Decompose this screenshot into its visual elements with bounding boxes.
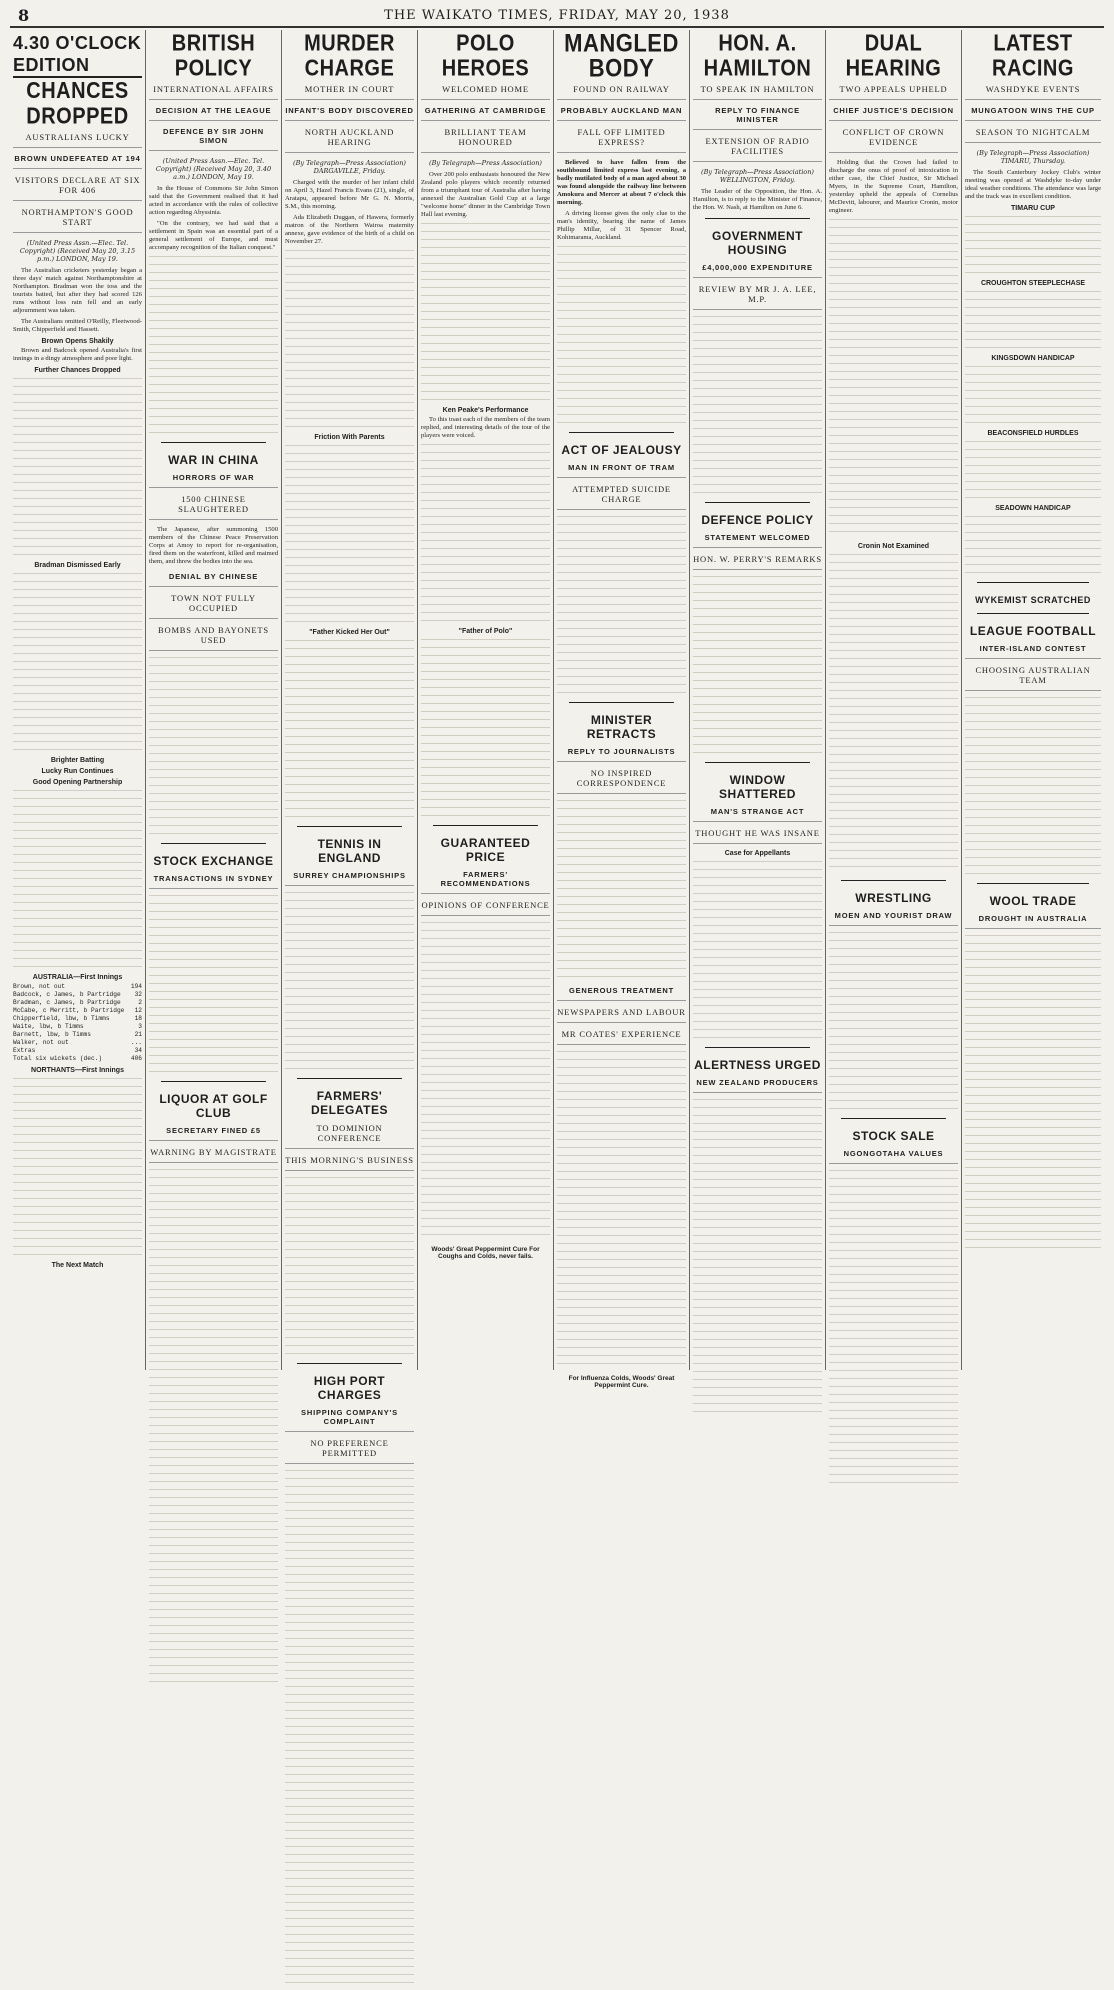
deck: WASHDYKE EVENTS <box>965 84 1101 100</box>
deck: NORTHAMPTON'S GOOD START <box>13 207 142 233</box>
deck: INTER-ISLAND CONTEST <box>965 644 1101 659</box>
deck: PROBABLY AUCKLAND MAN <box>557 106 686 121</box>
story-headline: WRESTLING <box>855 891 932 905</box>
paragraph: "On the contrary, we had said that a settlement in Spain was an essential part of a general settlement of Europe, and must accompany recognition of the Italian conquest." <box>149 220 278 251</box>
deck: HORRORS OF WAR <box>149 473 278 488</box>
text-block <box>285 1177 414 1357</box>
score-row: Walker, not out ... <box>13 1039 142 1046</box>
deck: SURREY CHAMPIONSHIPS <box>285 871 414 886</box>
score-row: Waite, lbw, b Timms 3 <box>13 1023 142 1030</box>
deck: NORTH AUCKLAND HEARING <box>285 127 414 153</box>
subhead: Case for Appellants <box>724 850 791 857</box>
headline: LATEST RACING <box>992 30 1074 82</box>
deck: AUSTRALIANS LUCKY <box>13 132 142 148</box>
subhead: Good Opening Partnership <box>32 779 123 786</box>
deck: DROUGHT IN AUSTRALIA <box>965 914 1101 929</box>
story-headline: ACT OF JEALOUSY <box>561 443 682 457</box>
text-block <box>693 1099 822 1419</box>
deck: MR COATES' EXPERIENCE <box>557 1029 686 1045</box>
headline: MURDER CHARGE <box>304 30 395 82</box>
deck: REVIEW BY MR J. A. LEE, M.P. <box>693 284 822 310</box>
deck: EXTENSION OF RADIO FACILITIES <box>693 136 822 162</box>
score-row: Brown, not out 194 <box>13 983 142 990</box>
deck: MAN'S STRANGE ACT <box>693 807 822 822</box>
story-headline: WOOL TRADE <box>989 894 1077 908</box>
deck: MOTHER IN COURT <box>285 84 414 100</box>
subhead: Brown Opens Shakily <box>41 338 114 345</box>
text-block <box>829 932 958 1112</box>
story-headline: ALERTNESS URGED <box>694 1058 821 1072</box>
score-title: AUSTRALIA—First Innings <box>32 974 123 981</box>
columns <box>10 28 1104 1458</box>
subhead: Friction With Parents <box>314 434 385 441</box>
paragraph: A driving license gives the only clue to the man's identity, bearing the name of James Phillip Millar, of 31 Spencer Road, Kohimarama, Auckland. <box>557 210 686 241</box>
paragraph: To this toast each of the members of the team replied, and interesting details of the tour of the players were voiced. <box>421 416 550 439</box>
divider <box>433 825 538 826</box>
paragraph: Ada Elizabeth Duggan, of Hawera, formerly matron of the Northern Wairoa maternity annexe, gave evidence of the birth of a child on November 27. <box>285 214 414 245</box>
text-block <box>13 1078 142 1258</box>
deck: SECRETARY FINED £5 <box>149 1126 278 1141</box>
subhead: Further Chances Dropped <box>34 367 121 374</box>
deck: MAN IN FRONT OF TRAM <box>557 463 686 478</box>
story-headline: GOVERNMENT HOUSING <box>711 229 803 257</box>
byline: (United Press Assn.—Elec. Tel. Copyright) (Received May 20, 3.15 p.m.) LONDON, May 19. <box>19 239 136 263</box>
deck: SHIPPING COMPANY'S COMPLAINT <box>285 1408 414 1432</box>
story-headline: WYKEMIST SCRATCHED <box>975 595 1091 605</box>
text-block <box>421 639 550 819</box>
text-block <box>965 291 1101 351</box>
paragraph: Over 200 polo enthusiasts honoured the New Zealand polo players which recently returned from a triumphant tour of Australia after having annexed the Australian Gold Cup at a large "welcome home" dinner in the Cambridge Town Hall last evening. <box>421 171 550 218</box>
text-block <box>285 250 414 430</box>
score-row: McCabe, c Merritt, b Partridge 12 <box>13 1007 142 1014</box>
text-block <box>693 576 822 756</box>
byline: (By Telegraph—Press Association) TIMARU, Thursday. <box>976 149 1090 165</box>
paragraph: The Australian cricketers yesterday began a three days' match against Northamptonshire at Northampton. Bradman won the toss and the tourists batted, but after they had scored 126 runs without loss rain fell and an early adjournment was taken. <box>13 267 142 314</box>
story-headline: WINDOW SHATTERED <box>719 773 796 801</box>
story-headline: WAR IN CHINA <box>168 453 259 467</box>
deck: NEWSPAPERS AND LABOUR <box>557 1007 686 1023</box>
column-polo-heroes <box>418 30 554 1370</box>
subhead: Brighter Batting <box>50 757 105 764</box>
divider <box>161 1081 266 1082</box>
story-headline: FARMERS' DELEGATES <box>311 1089 388 1117</box>
deck: £4,000,000 EXPENDITURE <box>693 263 822 278</box>
advertisement: Woods' Great Peppermint Cure For Coughs and Colds, never fails. <box>431 1246 540 1260</box>
deck: VISITORS DECLARE AT SIX FOR 406 <box>13 175 142 201</box>
divider <box>161 442 266 443</box>
text-block <box>13 790 142 970</box>
deck: FARMERS' RECOMMENDATIONS <box>421 870 550 894</box>
text-block <box>693 861 822 1041</box>
deck: DECISION AT THE LEAGUE <box>149 106 278 121</box>
paragraph: Brown and Badcock opened Australia's first innings in a dingy atmosphere and poor light. <box>13 347 142 362</box>
paragraph: Holding that the Crown had failed to discharge the onus of proof of intoxication in either case, the Chief Justice, Sir Michael Myers, in the Supreme Court, Hamilton, yesterday upheld the appeals of Cornelius McDevitt, labourer, and Maurice Cronin, motor engineer. <box>829 159 958 214</box>
paragraph: Charged with the murder of her infant child on April 3, Hazel Francis Evans (21), single, of Aratapu, appeared before Mr G. N. Morris, S.M., this morning. <box>285 179 414 210</box>
deck: FOUND ON RAILWAY <box>557 84 686 100</box>
deck: DEFENCE BY SIR JOHN SIMON <box>149 127 278 151</box>
deck: BROWN UNDEFEATED AT 194 <box>13 154 142 169</box>
deck: CHOOSING AUSTRALIAN TEAM <box>965 665 1101 691</box>
text-block <box>149 1169 278 1689</box>
text-block <box>965 216 1101 276</box>
divider <box>977 613 1089 614</box>
deck: TWO APPEALS UPHELD <box>829 84 958 100</box>
deck: CHIEF JUSTICE'S DECISION <box>829 106 958 121</box>
text-block <box>557 246 686 426</box>
story-headline: MINISTER RETRACTS <box>586 713 657 741</box>
story-headline: HIGH PORT CHARGES <box>313 1374 386 1402</box>
deck: NO INSPIRED CORRESPONDENCE <box>557 768 686 794</box>
deck: REPLY TO FINANCE MINISTER <box>693 106 822 130</box>
scorecard <box>13 983 142 1063</box>
text-block <box>285 445 414 625</box>
deck: REPLY TO JOURNALISTS <box>557 747 686 762</box>
story-headline: LEAGUE FOOTBALL <box>969 624 1097 638</box>
subhead: Lucky Run Continues <box>41 768 114 775</box>
byline: (United Press Assn.—Elec. Tel. Copyright) (Received May 20, 3.40 a.m.) LONDON, May 19. <box>155 157 272 181</box>
story-headline: TENNIS IN ENGLAND <box>317 837 382 865</box>
byline: (By Telegraph—Press Association) DARGAVILLE, Friday. <box>293 159 406 175</box>
subhead: Cronin Not Examined <box>857 543 930 550</box>
divider <box>705 502 810 503</box>
subhead: TIMARU CUP <box>1011 205 1055 212</box>
deck: BRILLIANT TEAM HONOURED <box>421 127 550 153</box>
text-block <box>421 922 550 1242</box>
subhead: Ken Peake's Performance <box>442 407 529 414</box>
divider <box>841 880 946 881</box>
text-block <box>965 366 1101 426</box>
advertisement: For Influenza Colds, Woods' Great Peppermint Cure. <box>568 1375 675 1389</box>
paragraph: The Australians omitted O'Reilly, Fleetwood-Smith, Chipperfield and Hassett. <box>13 318 142 333</box>
deck: INFANT'S BODY DISCOVERED <box>285 106 414 121</box>
score-row: Extras 34 <box>13 1047 142 1054</box>
text-block <box>421 223 550 403</box>
headline: POLO HEROES <box>441 30 530 82</box>
story-headline: GUARANTEED PRICE <box>440 836 531 864</box>
divider <box>297 826 402 827</box>
score-total: Total six wickets (dec.) 406 <box>13 1055 142 1062</box>
deck: WELCOMED HOME <box>421 84 550 100</box>
column-mangled-body <box>554 28 690 1389</box>
text-block <box>965 697 1101 877</box>
subhead: Bradman Dismissed Early <box>34 562 121 569</box>
deck: THIS MORNING'S BUSINESS <box>285 1155 414 1171</box>
text-block <box>965 516 1101 576</box>
divider <box>569 702 674 703</box>
byline: (By Telegraph—Press Association) WELLINGTON, Friday. <box>701 168 814 184</box>
subhead: "Father Kicked Her Out" <box>309 629 390 636</box>
paragraph: The South Canterbury Jockey Club's winter meeting was opened at Washdyke to-day under ideal weather conditions. The attendance was large and the track was in excellent condition. <box>965 169 1101 200</box>
headline: CHANCES DROPPED <box>26 78 129 130</box>
headline: DUAL HEARING <box>845 30 942 82</box>
column-cricket <box>10 30 146 1370</box>
score-row: Badcock, c James, b Partridge 32 <box>13 991 142 998</box>
deck: WARNING BY MAGISTRATE <box>149 1147 278 1163</box>
deck: NEW ZEALAND PRODUCERS <box>693 1078 822 1093</box>
paragraph: Believed to have fallen from the southbound limited express last evening, a badly mutilated body of a man aged about 30 was found alongside the railway line between Amokura and Mercer at about 7 o'clock this morning. <box>557 159 686 206</box>
subhead: SEADOWN HANDICAP <box>995 505 1071 512</box>
page-number: 8 <box>18 6 30 25</box>
headline: MANGLED BODY <box>564 28 679 83</box>
text-block <box>557 1051 686 1371</box>
headline: HON. A. HAMILTON <box>703 30 812 82</box>
text-block <box>149 256 278 436</box>
deck: SEASON TO NIGHTCALM <box>965 127 1101 143</box>
paragraph: The Leader of the Opposition, the Hon. A. Hamilton, is to reply to the Minister of Finance, the Hon. W. Nash, at Hamilton on June 6. <box>693 188 822 211</box>
paragraph: In the House of Commons Sir John Simon said that the Government realised that it had acted in accordance with the rules of collective action regarding Abyssinia. <box>149 185 278 216</box>
deck: HON. W. PERRY'S REMARKS <box>693 554 822 570</box>
deck: MUNGATOON WINS THE CUP <box>965 106 1101 121</box>
text-block <box>285 892 414 1072</box>
score-row: Chipperfield, lbw, b Timms 18 <box>13 1015 142 1022</box>
masthead-title: THE WAIKATO TIMES, FRIDAY, MAY 20, 1938 <box>384 8 730 23</box>
score-row: Barnett, lbw, b Timms 21 <box>13 1031 142 1038</box>
story-headline: DEFENCE POLICY <box>701 513 814 527</box>
deck: CONFLICT OF CROWN EVIDENCE <box>829 127 958 153</box>
deck: TRANSACTIONS IN SYDNEY <box>149 874 278 889</box>
deck: ATTEMPTED SUICIDE CHARGE <box>557 484 686 510</box>
score-row: Bradman, c James, b Partridge 2 <box>13 999 142 1006</box>
text-block <box>693 316 822 496</box>
deck: FALL OFF LIMITED EXPRESS? <box>557 127 686 153</box>
deck: GATHERING AT CAMBRIDGE <box>421 106 550 121</box>
divider <box>297 1363 402 1364</box>
masthead <box>10 4 1104 28</box>
column-dual-hearing <box>826 30 962 1370</box>
subhead: KINGSDOWN HANDICAP <box>991 355 1075 362</box>
story-headline: LIQUOR AT GOLF CLUB <box>159 1092 268 1120</box>
divider <box>705 1047 810 1048</box>
deck: TO DOMINION CONFERENCE <box>285 1123 414 1149</box>
deck: MOEN AND YOURIST DRAW <box>829 911 958 926</box>
divider <box>977 883 1089 884</box>
deck: TO SPEAK IN HAMILTON <box>693 84 822 100</box>
story-headline: STOCK SALE <box>852 1129 935 1143</box>
subhead: The Next Match <box>51 1262 104 1269</box>
deck: 1500 CHINESE SLAUGHTERED <box>149 494 278 520</box>
deck: OPINIONS OF CONFERENCE <box>421 900 550 916</box>
text-block <box>829 1170 958 1490</box>
divider <box>705 762 810 763</box>
deck: BOMBS AND BAYONETS USED <box>149 625 278 651</box>
edition-banner: 4.30 O'CLOCK EDITION <box>13 32 142 78</box>
text-block <box>285 1470 414 1990</box>
subhead: "Father of Polo" <box>458 628 513 635</box>
subhead: CROUGHTON STEEPLECHASE <box>980 280 1086 287</box>
text-block <box>421 444 550 624</box>
text-block <box>149 657 278 837</box>
divider <box>841 1118 946 1119</box>
divider <box>161 843 266 844</box>
text-block <box>557 800 686 980</box>
deck: STATEMENT WELCOMED <box>693 533 822 548</box>
paragraph: The Japanese, after summoning 1500 members of the Chinese Peace Preservation Corps at Amoy to report for re-organisation, fired them on the waterfront, killed and maimed them, and threw the bodies into the sea. <box>149 526 278 565</box>
deck: THOUGHT HE WAS INSANE <box>693 828 822 844</box>
divider <box>569 432 674 433</box>
text-block <box>149 895 278 1075</box>
deck: TOWN NOT FULLY OCCUPIED <box>149 593 278 619</box>
text-block <box>13 378 142 558</box>
text-block <box>557 516 686 696</box>
text-block <box>285 640 414 820</box>
headline: BRITISH POLICY <box>171 30 256 82</box>
score-title: NORTHANTS—First Innings <box>31 1067 124 1074</box>
column-murder-charge <box>282 30 418 1458</box>
subhead: BEACONSFIELD HURDLES <box>987 430 1079 437</box>
story-headline: STOCK EXCHANGE <box>153 854 274 868</box>
text-block <box>13 573 142 753</box>
divider <box>705 218 810 219</box>
deck: INTERNATIONAL AFFAIRS <box>149 84 278 100</box>
byline: (By Telegraph—Press Association) <box>429 159 542 167</box>
column-british-policy <box>146 30 282 1370</box>
text-block <box>965 935 1101 1255</box>
text-block <box>829 219 958 539</box>
deck: NGONGOTAHA VALUES <box>829 1149 958 1164</box>
column-hamilton <box>690 30 826 1370</box>
text-block <box>829 554 958 874</box>
divider <box>297 1078 402 1079</box>
deck: NO PREFERENCE PERMITTED <box>285 1438 414 1464</box>
text-block <box>965 441 1101 501</box>
divider <box>977 582 1089 583</box>
column-latest-racing <box>962 30 1104 1370</box>
deck: DENIAL BY CHINESE <box>149 572 278 587</box>
deck: GENEROUS TREATMENT <box>557 986 686 1001</box>
